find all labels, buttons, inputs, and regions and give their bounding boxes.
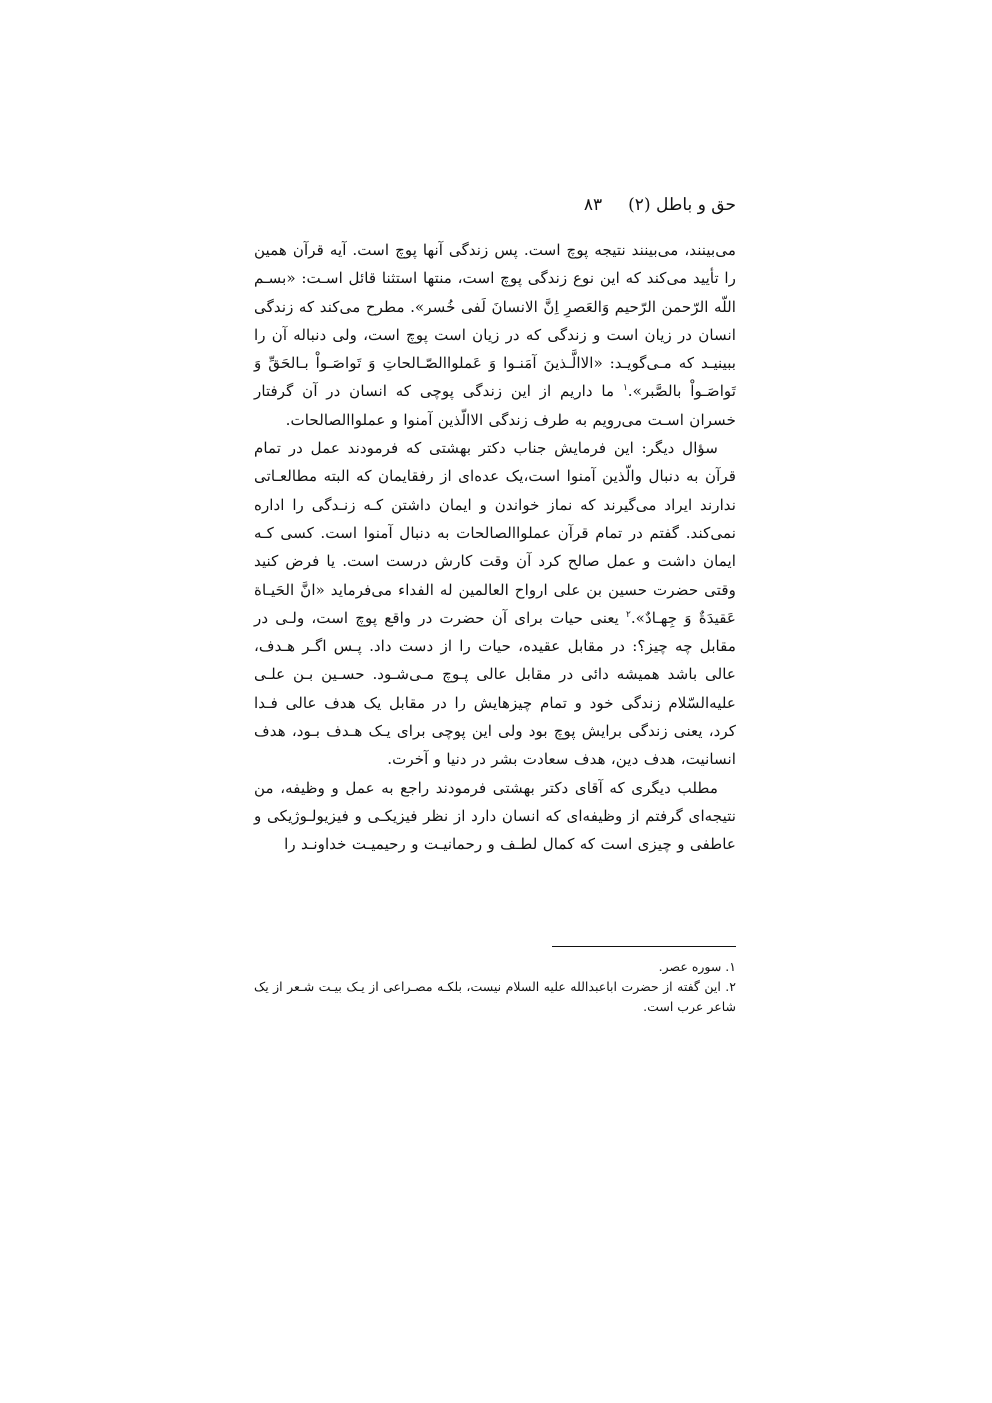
running-title: حق و باطل (۲) [628, 195, 736, 215]
paragraph-1 [254, 236, 736, 434]
footnote-divider [552, 946, 736, 947]
footnote-ref-1: ۱ [622, 383, 628, 394]
body-text [254, 236, 736, 859]
footnote-2: ۲. این گفته از حضرت اباعبدالله علیه السلام نیست، بلکـه مصـراعی از یـک بیـت شـعر از یک شاعر عرب است. [254, 979, 736, 1014]
page-number: ۸۳ [583, 195, 603, 215]
footnote-1: ۱. سوره عصر. [658, 959, 736, 974]
footnotes [254, 957, 736, 1017]
paragraph-3: مطلب دیگری که آقای دکتر بهشتی فرمودند راجع به عمل و وظیفه، من نتیجه‌ای گرفتم از وظیفه‌ای که انسان دارد از نظر فیزیکـی و فیزیولـوژیکی و عاطفی و چیزی است که کمال لطـف و رحمانیـت و رحیمیـت خداونـد را [254, 778, 736, 854]
running-header [256, 193, 736, 217]
paragraph-1-continuation: ما داریم از این زندگی پوچی که انسان در آن گرفتار خسران اسـت می‌رویم به طرف زندگی الاالّذین آمنوا و عملواالصالحات. [254, 382, 736, 429]
footnote-ref-2: ۲ [626, 609, 631, 620]
paragraph-1-text: می‌بینند، می‌بینند نتیجه پوچ است. پس زندگی آنها پوچ است. آیه قرآن همین را تأیید می‌کند که این نوع زندگی پوچ است، منتها استثنا قائل اسـت: «بسـم اللّه الرّحمن الرّحیم وَالعَصرِ اِنَّ الانسانَ لَفی خُسر». مطرح می‌کند که زندگی انسان در زیان است و زندگی که در زیان است پوچ است، ولی دنباله آن را ببینیـد که مـی‌گویـد: «الاالَّـذینَ آمَنـوا وَ عَملواالصّـالحاتِ وَ تَواصَـواْ بـالحَقِّ وَ تَواصَـواْ بالصَّبر». [254, 241, 736, 401]
paragraph-2-text: سؤال دیگر: این فرمایش جناب دکتر بهشتی که فرمودند عمل در تمام قرآن به دنبال والّذین آمنوا است،یک عده‌ای از رفقایمان که البته مطالعـاتی ندارند ایراد می‌گیرند که نماز خواندن و ایمان داشتن کـه زنـدگی را اداره نمی‌کند. گفتم در تمام قرآن عملواالصالحات به دنبال آمنوا است. کسی کـه ایمان داشت و عمل صالح کرد آن وقت کارش درست است. یا فرض کنید وقتی حضرت حسین بن علی ارواح العالمین له الفداء می‌فرماید «انَّ الحَیـاة عَقیدَةٌ وَ جِهـادٌ». [254, 439, 736, 627]
paragraph-2-continuation: یعنی حیات برای آن حضرت در واقع پوچ است، ولـی در مقابل چه چیز؟: در مقابل عقیده، حیات را از دست داد. پـس اگـر هـدف، عالی باشد همیشه دائی در مقابل عالی پـوچ مـی‌شـود. حسـین بـن علـی علیه‌السّلام زندگی خود و تمام چیزهایش را در مقابل یک هدف عالی فـدا کرد، یعنی زندگی برایش پوچ بود ولی این پوچی برای یـک هـدف بـود، هدف انسانیت، هدف دین، هدف سعادت بشر در دنیا و آخرت. [254, 608, 736, 769]
paragraph-2 [254, 434, 736, 774]
